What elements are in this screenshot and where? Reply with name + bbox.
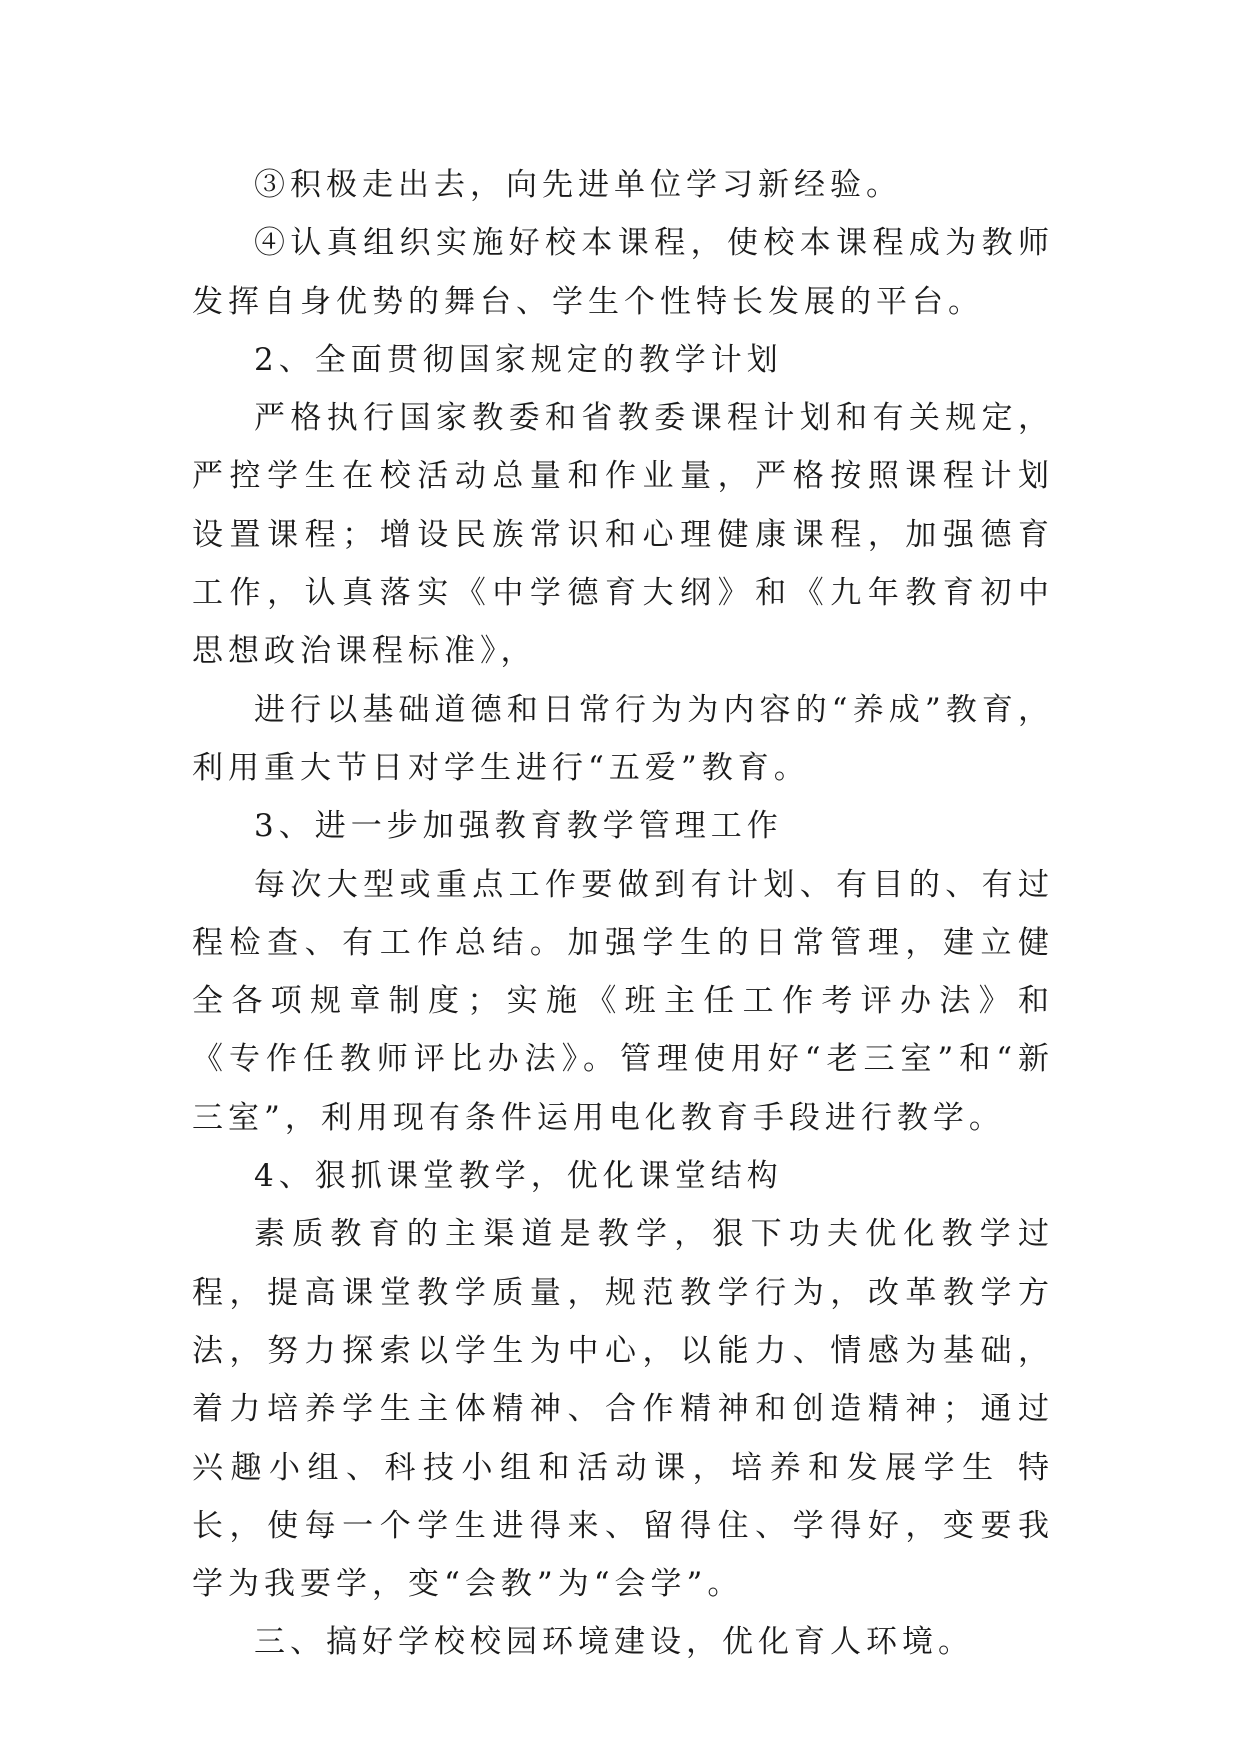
section-heading-three: 三、搞好学校校园环境建设，优化育人环境。 [254,1624,974,1661]
section-heading-4: 4、狠抓课堂教学，优化课堂结构 [254,1158,783,1195]
section-heading-3: 3、进一步加强教育教学管理工作 [254,808,783,845]
paragraph-5: 每次大型或重点工作要做到有计划、有目的、有过程检查、有工作总结。加强学生的日常管理，建立健全各项规章制度；实施《班主任工作考评办法》和《专作任教师评比办法》。管理使用好“老三室”和“新三室”，利用现有条件运用电化教育手段进行教学。 [192,866,1054,1136]
paragraph-3: 严格执行国家教委和省教委课程计划和有关规定，严控学生在校活动总量和作业量，严格按照课程计划设置课程；增设民族常识和心理健康课程，加强德育工作，认真落实《中学德育大纲》和《九年教育初中思想政治课程标准》， [192,400,1054,670]
paragraph-2: ④认真组织实施好校本课程，使校本课程成为教师发挥自身优势的舞台、学生个性特长发展的平台。 [192,225,1054,320]
paragraph-4: 进行以基础道德和日常行为为内容的“养成”教育，利用重大节日对学生进行“五爱”教育。 [192,691,1054,786]
paragraph-6: 素质教育的主渠道是教学，狠下功夫优化教学过程，提高课堂教学质量，规范教学行为，改革教学方法，努力探索以学生为中心，以能力、情感为基础，着力培养学生主体精神、合作精神和创造精神；通过兴趣小组、科技小组和活动课，培养和发展学生 特长，使每一个学生进得来、留得住、学得好，变要我学为我要学，变“会教”为“会学”。 [192,1216,1054,1603]
paragraph-1: ③积极走出去，向先进单位学习新经验。 [254,167,902,203]
section-heading-2: 2、全面贯彻国家规定的教学计划 [254,341,783,378]
document-body [192,156,1054,1672]
